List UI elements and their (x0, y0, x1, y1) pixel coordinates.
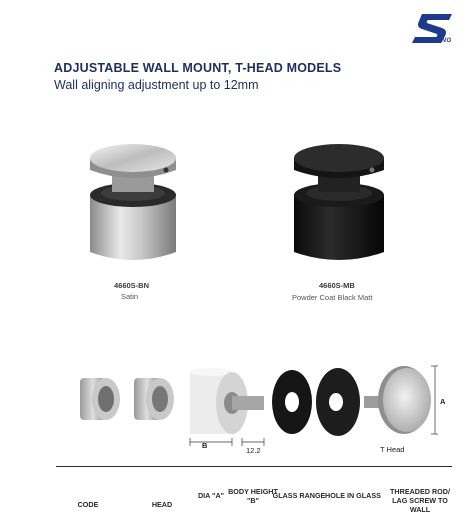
table-header-head: HEAD (151, 500, 173, 509)
white-body-part (190, 368, 264, 434)
product-finish-black: Powder Coat Black Matt (292, 293, 373, 302)
t-head-part (364, 366, 431, 434)
dimension-12-label: 12.2 (246, 446, 261, 455)
product-finish-satin: Satin (121, 292, 139, 301)
page-subtitle: Wall aligning adjustment up to 12mm (54, 78, 259, 92)
product-image-black (284, 140, 394, 275)
product-code-satin: 4660S-BN (114, 281, 150, 290)
threaded-ring-part (80, 378, 120, 420)
threaded-sleeve-part (134, 378, 174, 420)
brand-name: STERLING (416, 37, 452, 44)
black-washer-part (272, 370, 312, 434)
product-code-black: 4660S-MB (319, 281, 355, 290)
table-header-code: CODE (77, 500, 99, 509)
page-title: ADJUSTABLE WALL MOUNT, T-HEAD MODELS (54, 61, 342, 75)
black-disc-part (316, 368, 360, 436)
table-header-hole-in-glass: HOLE IN GLASS (325, 491, 381, 500)
table-top-rule (56, 466, 452, 467)
dimension-b-label: B (202, 441, 208, 450)
table-header-body-height: BODY HEIGHT "B" (228, 487, 278, 505)
t-head-label: T Head (380, 445, 405, 454)
product-image-satin (78, 140, 188, 275)
table-header-glass-range: GLASS RANGE (272, 491, 326, 500)
dimension-a-label: A (440, 397, 446, 406)
table-header-dia: DIA "A" (197, 491, 225, 500)
table-header-threaded-rod: THREADED ROD/ LAG SCREW TO WALL (390, 487, 450, 514)
